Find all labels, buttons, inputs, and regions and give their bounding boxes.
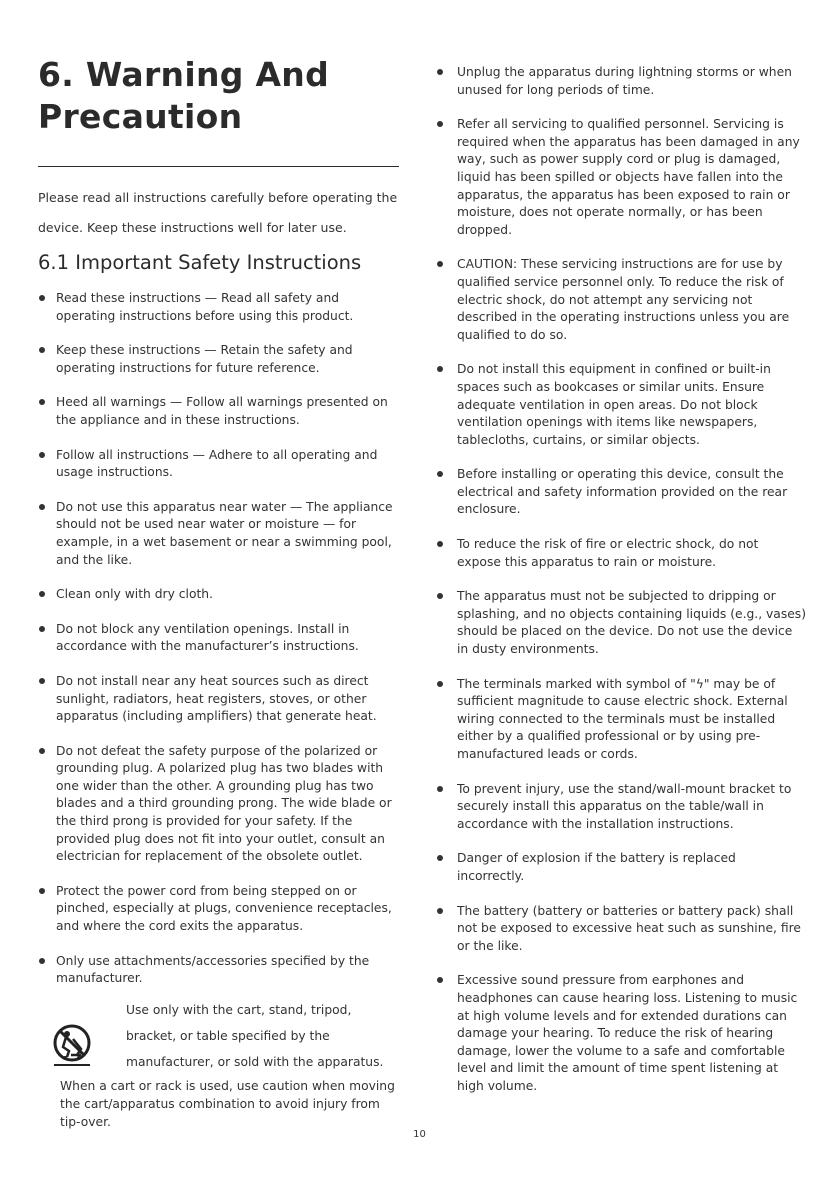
- bullet-icon: [437, 366, 443, 372]
- list-item-text: Heed all warnings — Follow all warnings presented on the appliance and in these instructions.: [56, 395, 388, 427]
- bullet-icon: [39, 452, 45, 458]
- list-item: [436, 903, 806, 956]
- section-subtitle: 6.1 Important Safety Instructions: [38, 251, 362, 274]
- bullet-icon: [437, 855, 443, 861]
- title-divider: [38, 166, 399, 167]
- list-item-text: The battery (battery or batteries or battery pack) shall not be exposed to excessive heat such as sunshine, fire or the like.: [457, 903, 801, 953]
- bullet-icon: [437, 261, 443, 267]
- bullet-icon: [437, 681, 443, 687]
- list-item: [38, 394, 400, 429]
- bullet-icon: [437, 541, 443, 547]
- bullet-icon: [39, 399, 45, 405]
- bullet-icon: [39, 504, 45, 510]
- list-item: [436, 781, 806, 834]
- intro-line-1: Please read all instructions carefully before operating the: [38, 190, 398, 205]
- left-column: [38, 54, 400, 1131]
- list-item: [436, 256, 806, 344]
- page-number: 10: [413, 1129, 426, 1140]
- list-item-text: Only use attachments/accessories specified by the manufacturer.: [56, 953, 370, 986]
- list-item: [436, 676, 806, 764]
- list-item-text: Excessive sound pressure from earphones and headphones can cause hearing loss. Listening to music at high volume levels and for extended durations can damage your hearing. To reduce the risk of hearing damage, lower the volume to a safe and comfortable level and limit the amount of time spent listening at high volume.: [457, 973, 798, 1093]
- page-title: [38, 54, 400, 138]
- bullet-icon: [437, 593, 443, 599]
- list-item: [38, 621, 400, 656]
- list-item-text: To prevent injury, use the stand/wall-mount bracket to securely install this apparatus on the table/wall in accordance with the installation instructions.: [457, 781, 792, 831]
- cart-tipover-warning-icon-graphic: [51, 1023, 93, 1069]
- right-column: [436, 64, 806, 1113]
- intro-line-2: device. Keep these instructions well for later use.: [38, 220, 347, 235]
- list-item: [38, 953, 400, 988]
- title-line-2: Precaution: [38, 97, 243, 136]
- bullet-icon: [437, 908, 443, 914]
- list-item-text: Clean only with dry cloth.: [56, 587, 213, 602]
- list-item-text: Follow all instructions — Adhere to all operating and usage instructions.: [56, 447, 378, 480]
- cart-line-1: Use only with the cart, stand, tripod,: [126, 1002, 352, 1017]
- bullet-icon: [39, 347, 45, 353]
- left-instruction-list: [38, 290, 400, 988]
- list-item: [38, 447, 400, 482]
- list-item-text: The terminals marked with symbol of "ϟ" may be of sufficient magnitude to cause electric shock. External wiring connected to the terminals must be installed either by a qualified professional or by using pre-manufactured leads or cords.: [457, 676, 788, 761]
- cart-tipover-warning-icon: [51, 1023, 93, 1073]
- bullet-icon: [39, 678, 45, 684]
- cart-line-3: manufacturer, or sold with the apparatus.: [126, 1054, 384, 1069]
- list-item: [436, 536, 806, 571]
- list-item: [436, 64, 806, 99]
- list-item: [436, 361, 806, 449]
- list-item-text: CAUTION: These servicing instructions are for use by qualified service personnel only. To reduce the risk of electric shock, do not attempt any servicing not described in the operating instructions unless you are qualified to do so.: [457, 257, 790, 342]
- bullet-icon: [437, 977, 443, 983]
- list-item: [38, 342, 400, 377]
- list-item-text: To reduce the risk of fire or electric shock, do not expose this apparatus to rain or moisture.: [457, 537, 759, 569]
- bullet-icon: [39, 591, 45, 597]
- cart-tail-text: When a cart or rack is used, use caution when moving the cart/apparatus combination to avoid injury from tip-over.: [60, 1078, 395, 1129]
- list-item: [436, 850, 806, 885]
- intro-paragraph: [38, 183, 400, 243]
- list-item-text: Keep these instructions — Retain the safety and operating instructions for future reference.: [56, 343, 353, 375]
- bullet-icon: [437, 786, 443, 792]
- list-item-text: Danger of explosion if the battery is replaced incorrectly.: [457, 851, 736, 883]
- list-item: [38, 743, 400, 866]
- list-item-text: Refer all servicing to qualified personnel. Servicing is required when the apparatus has been damaged in any way, such as power supply cord or plug is damaged, liquid has been spilled or objects have fallen into the apparatus, the apparatus has been exposed to rain or moisture, does not operate normally, or has been dropped.: [457, 117, 800, 237]
- bullet-icon: [437, 121, 443, 127]
- title-line-1: 6. Warning And: [38, 55, 330, 94]
- list-item-text: Do not install near any heat sources such as direct sunlight, radiators, heat registers, stoves, or other apparatus (including amplifiers) that generate heat.: [56, 673, 377, 724]
- bullet-icon: [437, 69, 443, 75]
- list-item: [38, 673, 400, 726]
- bullet-icon: [39, 295, 45, 301]
- right-instruction-list: [436, 64, 806, 1096]
- list-item-text: The apparatus must not be subjected to dripping or splashing, and no objects containing liquids (e.g., vases) should be placed on the device. Do not use the device in dusty environments.: [457, 589, 807, 657]
- cart-warning-lines: [56, 997, 400, 1075]
- list-item-text: Protect the power cord from being stepped on or pinched, especially at plugs, convenience receptacles, and where the cord exits the apparatus.: [56, 883, 392, 934]
- list-item: [436, 588, 806, 658]
- list-item: [38, 290, 400, 325]
- bullet-icon: [437, 471, 443, 477]
- cart-line-2: bracket, or table specified by the: [126, 1028, 330, 1043]
- bullet-icon: [39, 748, 45, 754]
- list-item-text: Unplug the apparatus during lightning storms or when unused for long periods of time.: [457, 65, 792, 97]
- list-item: [38, 883, 400, 936]
- bullet-icon: [39, 888, 45, 894]
- list-item: [436, 972, 806, 1095]
- list-item: [38, 586, 400, 604]
- list-item-text: Before installing or operating this device, consult the electrical and safety information provided on the rear enclosure.: [457, 467, 788, 517]
- list-item-text: Read these instructions — Read all safety and operating instructions before using this product.: [56, 291, 354, 323]
- list-item-text: Do not install this equipment in confined or built-in spaces such as bookcases or similar units. Ensure adequate ventilation in open areas. Do not block ventilation openings with items like newspapers, tablecloths, curtains, or similar objects.: [457, 362, 771, 447]
- list-item: [436, 116, 806, 239]
- list-item: [436, 466, 806, 519]
- list-item: [38, 499, 400, 569]
- list-item-text: Do not use this apparatus near water — The appliance should not be used near water or moisture — for example, in a wet basement or near a swimming pool, and the like.: [56, 499, 393, 567]
- list-item-text: Do not defeat the safety purpose of the polarized or grounding plug. A polarized plug has two blades with one wider than the other. A grounding plug has two blades and a third grounding prong. The wide blade or the third prong is provided for your safety. If the provided plug does not fit into your outlet, consult an electrician for replacement of the obsolete outlet.: [56, 743, 392, 864]
- list-item-text: Do not block any ventilation openings. Install in accordance with the manufacturer’s instructions.: [56, 621, 359, 654]
- bullet-icon: [39, 626, 45, 632]
- bullet-icon: [39, 958, 45, 964]
- cart-warning: [38, 997, 400, 1131]
